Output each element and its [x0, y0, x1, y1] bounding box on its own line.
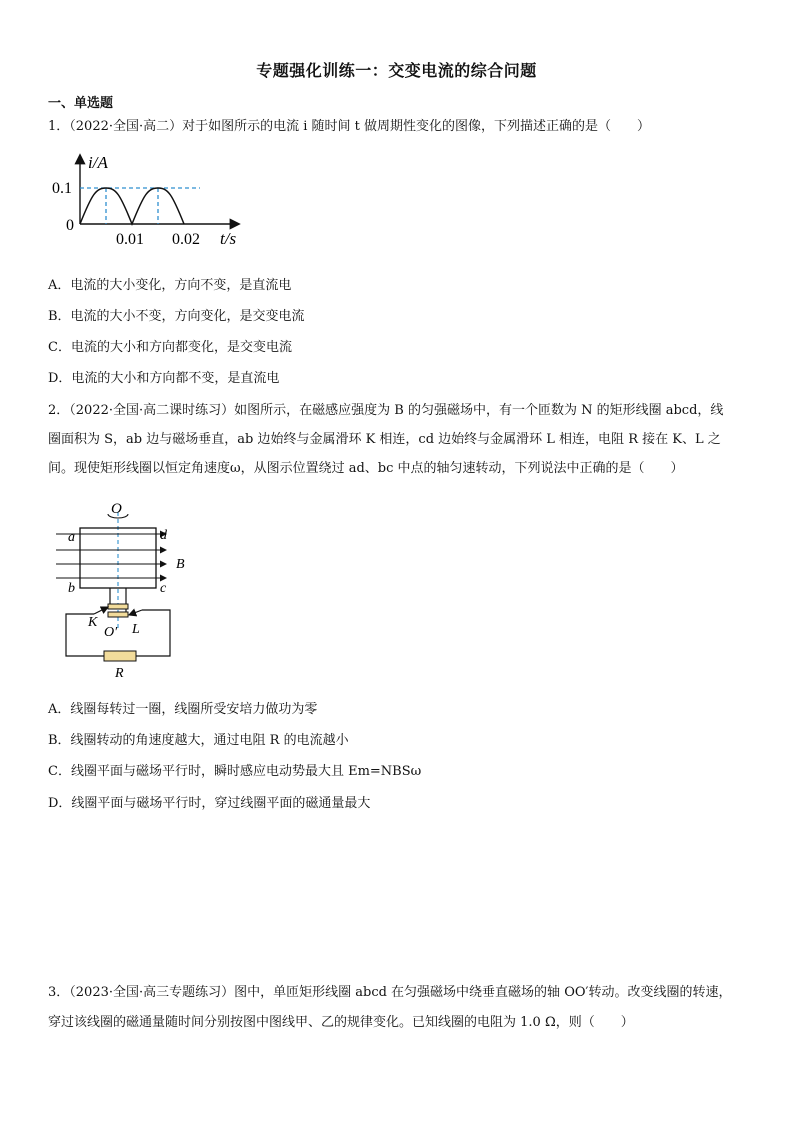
resistor-R	[104, 651, 136, 661]
label-b: b	[68, 581, 75, 596]
question-2-option-b[interactable]: B．线圈转动的角速度越大，通过电阻 R 的电流越小	[48, 733, 349, 748]
label-L: L	[132, 622, 140, 637]
label-K: K	[88, 615, 98, 630]
brush-K	[94, 607, 108, 614]
slip-ring-K	[108, 604, 128, 609]
label-R: R	[115, 666, 124, 681]
question-1-option-d[interactable]: D．电流的大小和方向都不变，是直流电	[48, 371, 280, 386]
x-axis-label: t/s	[220, 229, 237, 248]
label-a: a	[68, 530, 75, 545]
current-curve	[80, 188, 184, 224]
question-1-option-b[interactable]: B．电流的大小不变，方向变化，是交变电流	[48, 309, 305, 324]
question-1-option-a[interactable]: A．电流的大小变化，方向不变，是直流电	[48, 278, 292, 293]
slip-ring-L	[108, 612, 128, 617]
label-c: c	[160, 581, 167, 596]
question-3-stem-line-2: 穿过该线圈的磁通量随时间分别按图中图线甲、乙的规律变化。已知线圈的电阻为 1.0 Ω，则（ ）	[48, 1015, 634, 1030]
question-2-stem-line-1: 2．（2022·全国·高二课时练习）如图所示，在磁感应强度为 B 的匀强磁场中，有一个匝数为 N 的矩形线圈 abcd，线	[48, 403, 724, 418]
label-d: d	[160, 528, 167, 543]
question-1-option-c[interactable]: C．电流的大小和方向都变化，是交变电流	[48, 340, 292, 355]
question-2-coil-diagram	[48, 500, 208, 682]
y-tick-label: 0.1	[52, 180, 72, 197]
label-O-prime: O′	[104, 625, 118, 640]
x-tick-label-1: 0.01	[116, 231, 144, 248]
question-3-stem-line-1: 3．（2023·全国·高三专题练习）图中，单匝矩形线圈 abcd 在匀强磁场中绕垂直磁场的轴 OO′转动。改变线圈的转速，	[48, 985, 732, 1000]
question-2-option-c[interactable]: C．线圈平面与磁场平行时，瞬时感应电动势最大且 Em=NBSω	[48, 764, 422, 779]
origin-label: 0	[66, 217, 74, 234]
label-B: B	[176, 557, 185, 572]
x-tick-label-2: 0.02	[172, 231, 200, 248]
circuit-wire-right	[136, 610, 170, 656]
label-O: O	[111, 501, 122, 517]
question-2-option-d[interactable]: D．线圈平面与磁场平行时，穿过线圈平面的磁通量最大	[48, 796, 371, 811]
question-2-option-a[interactable]: A．线圈每转过一圈，线圈所受安培力做功为零	[48, 702, 318, 717]
section-heading: 一、单选题	[48, 96, 114, 111]
question-2-stem-line-2: 圈面积为 S，ab 边与磁场垂直，ab 边始终与金属滑环 K 相连，cd 边始终与金属滑环 L 相连，电阻 R 接在 K、L 之	[48, 432, 721, 447]
question-2-stem-line-3: 间。现使矩形线圈以恒定角速度ω，从图示位置绕过 ad、bc 中点的轴匀速转动，下列说法中正确的是（ ）	[48, 461, 684, 476]
page-title: 专题强化训练一：交变电流的综合问题	[256, 61, 537, 80]
brush-L	[129, 610, 142, 615]
question-1-current-graph	[48, 150, 248, 250]
y-axis-label: i/A	[88, 153, 108, 172]
circuit-wire-left	[66, 614, 104, 656]
question-1-stem: 1．（2022·全国·高二）对于如图所示的电流 i 随时间 t 做周期性变化的图像，下列描述正确的是（ ）	[48, 119, 651, 134]
